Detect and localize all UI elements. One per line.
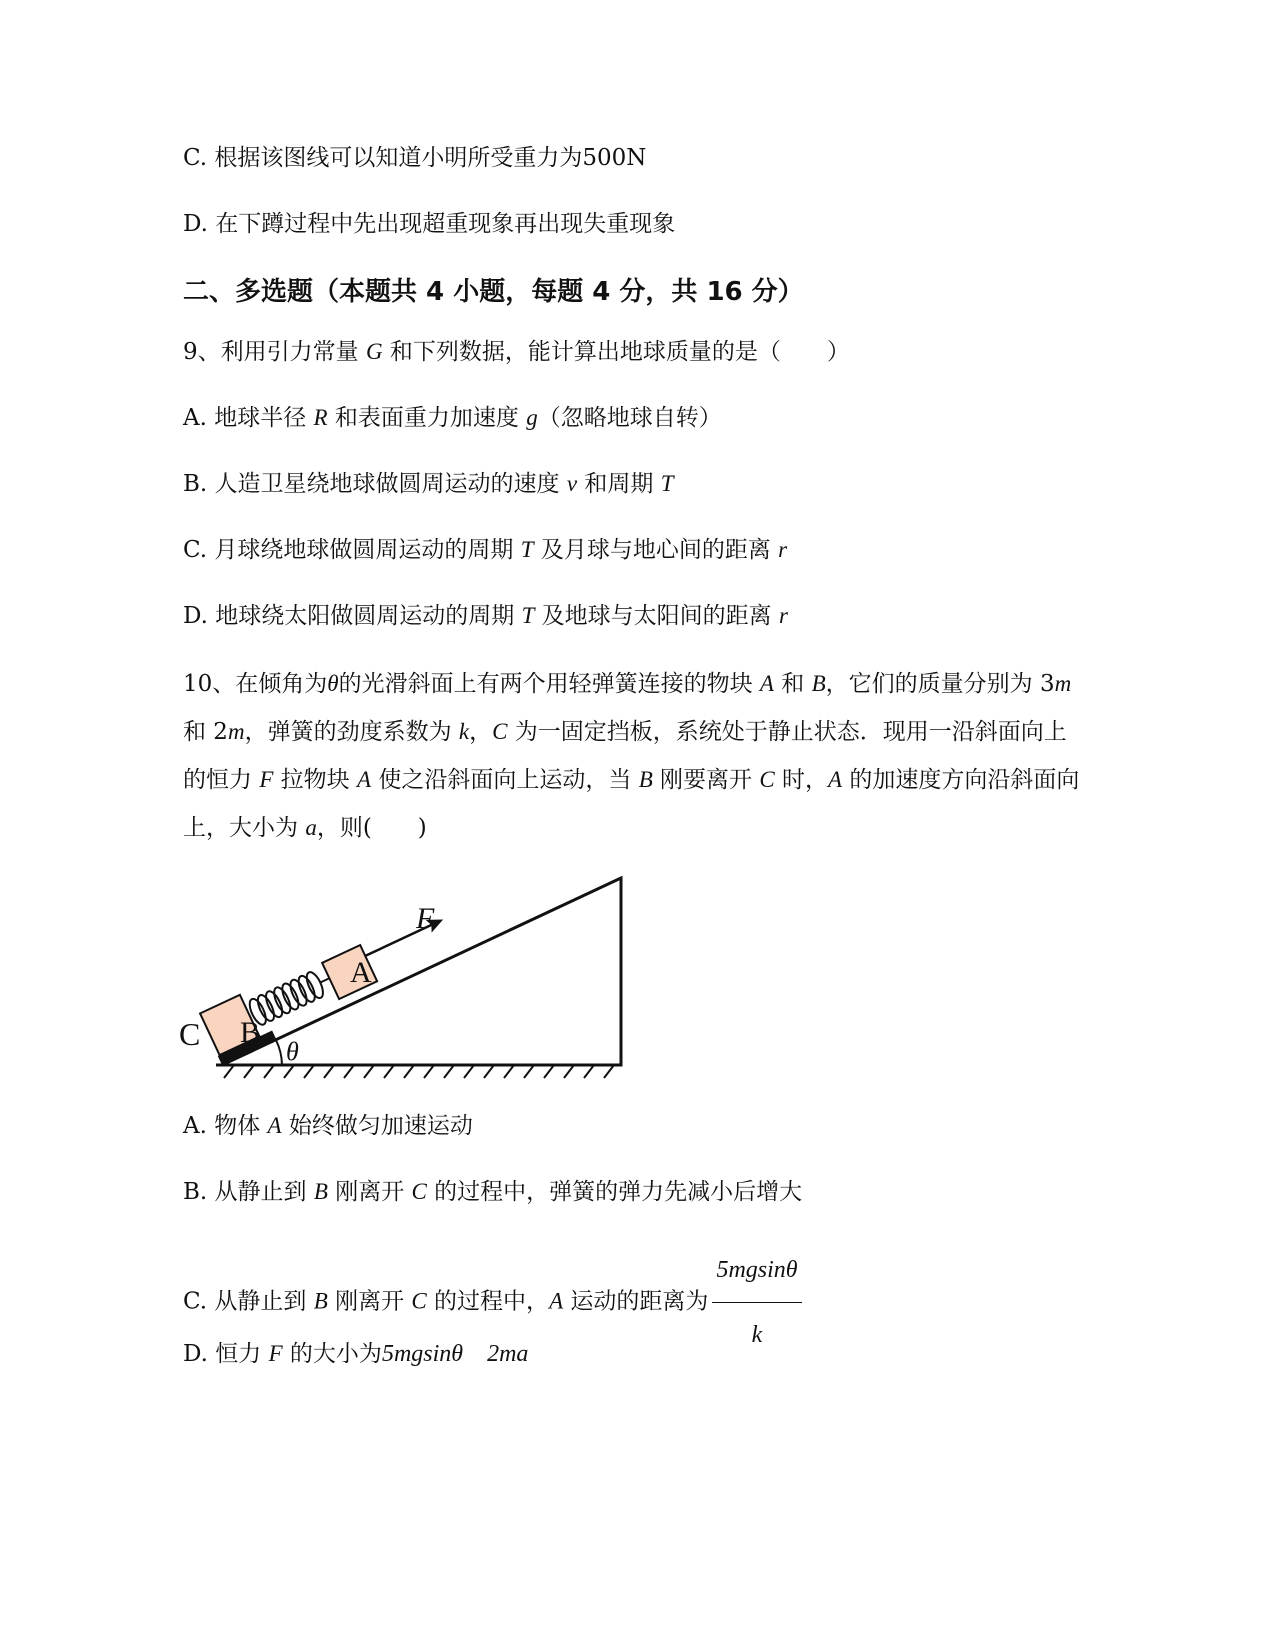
- q9-d-text: 及地球与太阳间的距离: [534, 603, 779, 629]
- q10-text: 使之沿斜面向上运动，当: [371, 767, 639, 793]
- q9-stem-text: 和下列数据，能计算出地球质量的是（ ）: [382, 339, 850, 365]
- q9-option-a: [183, 403, 722, 433]
- q10-var: C: [492, 719, 508, 744]
- q10-text: ，则( ): [316, 815, 427, 841]
- q10-c-var: C: [411, 1288, 427, 1314]
- q10-stem: [183, 660, 1083, 852]
- q9-stem: [183, 337, 850, 367]
- q10-b-text: 的过程中，弹簧的弹力先减小后增大: [426, 1179, 803, 1205]
- q9-d-var: r: [778, 603, 788, 628]
- q8-option-c: C. 根据该图线可以知道小明所受重力为500N: [183, 145, 647, 171]
- q10-c-text: 刚离开: [327, 1288, 412, 1315]
- q10-var: m: [227, 719, 245, 744]
- q10-text: 时，: [774, 767, 829, 793]
- q10-text: 10、在倾角为: [183, 671, 328, 697]
- q10-d-text: D. 恒力: [183, 1341, 269, 1367]
- q10-text: 和: [773, 671, 812, 697]
- q10-text: ，它们的质量分别为 3: [825, 671, 1055, 697]
- label-b: B: [240, 1016, 261, 1049]
- q9-var: G: [365, 339, 383, 364]
- label-f: F: [416, 902, 435, 935]
- theta-label: θ: [286, 1037, 299, 1066]
- q10-text: 拉物块: [273, 767, 357, 793]
- q9-a-text: A. 地球半径: [183, 405, 314, 431]
- ground-hatching: [216, 1065, 621, 1078]
- q10-var: k: [458, 719, 470, 744]
- section-heading: 二、多选题（本题共 4 小题，每题 4 分，共 16 分）: [183, 277, 804, 307]
- q10-c-var: A: [549, 1288, 564, 1314]
- q10-b-var: B: [313, 1179, 328, 1204]
- q9-option-b: [183, 469, 673, 499]
- q10-text: ，弹簧的劲度系数为: [244, 719, 459, 745]
- q10-var: A: [759, 671, 774, 696]
- q10-a-var: A: [267, 1113, 282, 1138]
- q10-a-text: A. 物体: [183, 1113, 268, 1139]
- q10-c-var: B: [313, 1288, 328, 1314]
- q10-c-text: C. 从静止到: [183, 1288, 314, 1315]
- q10-b-text: B. 从静止到: [183, 1179, 314, 1205]
- q9-c-var: r: [778, 537, 788, 562]
- force-expression: 5mgsinθ 2ma: [381, 1341, 529, 1367]
- q9-a-var: R: [313, 405, 328, 430]
- q9-stem-text: 9、利用引力常量: [183, 339, 366, 365]
- q10-text: 为一固定挡板，系统处于静止状态．现用一沿斜面向上的恒力: [183, 719, 1067, 793]
- q10-c-text: 运动的距离为: [563, 1288, 709, 1315]
- q10-text: 和 2: [183, 719, 228, 745]
- q10-d-var: F: [268, 1341, 283, 1366]
- q10-option-a: [183, 1111, 473, 1141]
- q10-var: B: [638, 767, 653, 792]
- q10-a-text: 始终做匀加速运动: [281, 1113, 473, 1139]
- q9-b-var: T: [660, 471, 674, 496]
- q10-var: A: [357, 767, 372, 792]
- q10-var: F: [259, 767, 274, 792]
- q9-b-var: v: [566, 471, 578, 496]
- q8-option-d: D. 在下蹲过程中先出现超重现象再出现失重现象: [183, 211, 676, 237]
- q10-c-text: 的过程中，: [426, 1288, 550, 1315]
- q10-option-b: [183, 1177, 802, 1207]
- q9-c-text: 及月球与地心间的距离: [533, 537, 779, 563]
- q9-a-var: g: [526, 405, 538, 430]
- q10-var: B: [811, 671, 826, 696]
- q9-option-d: [183, 601, 788, 631]
- distance-fraction: [712, 1240, 801, 1365]
- q10-var: a: [305, 815, 317, 840]
- q10-text: 刚要离开: [652, 767, 760, 793]
- q9-a-text: 和表面重力加速度: [327, 405, 527, 431]
- label-c: C: [179, 1016, 201, 1052]
- q10-b-text: 刚离开: [327, 1179, 412, 1205]
- fraction-denominator: k: [751, 1322, 763, 1348]
- q9-c-var: T: [520, 537, 534, 562]
- q9-option-c: [183, 535, 787, 565]
- q10-option-d: [183, 1339, 528, 1369]
- fraction-numerator: 5mgsinθ: [712, 1240, 801, 1303]
- q9-c-text: C. 月球绕地球做圆周运动的周期: [183, 537, 521, 563]
- theta-arc: [276, 1040, 282, 1065]
- q9-a-text: （忽略地球自转）: [537, 405, 722, 431]
- q9-b-text: B. 人造卫星绕地球做圆周运动的速度: [183, 471, 567, 497]
- q10-var: A: [828, 767, 843, 792]
- label-a: A: [350, 956, 372, 989]
- q9-b-text: 和周期: [577, 471, 661, 497]
- q10-text: 的光滑斜面上有两个用轻弹簧连接的物块: [338, 671, 760, 697]
- q10-b-var: C: [411, 1179, 427, 1204]
- incline-figure: [176, 866, 636, 1096]
- q9-d-var: T: [521, 603, 535, 628]
- q10-text: 的加速度方向沿斜面向上，大小为: [183, 767, 1080, 841]
- q10-d-text: 的大小为: [282, 1341, 382, 1367]
- q10-var: m: [1054, 671, 1072, 696]
- q10-var: θ: [327, 671, 339, 696]
- q10-var: C: [759, 767, 775, 792]
- q10-text: ，: [469, 719, 493, 745]
- q9-d-text: D. 地球绕太阳做圆周运动的周期: [183, 603, 522, 629]
